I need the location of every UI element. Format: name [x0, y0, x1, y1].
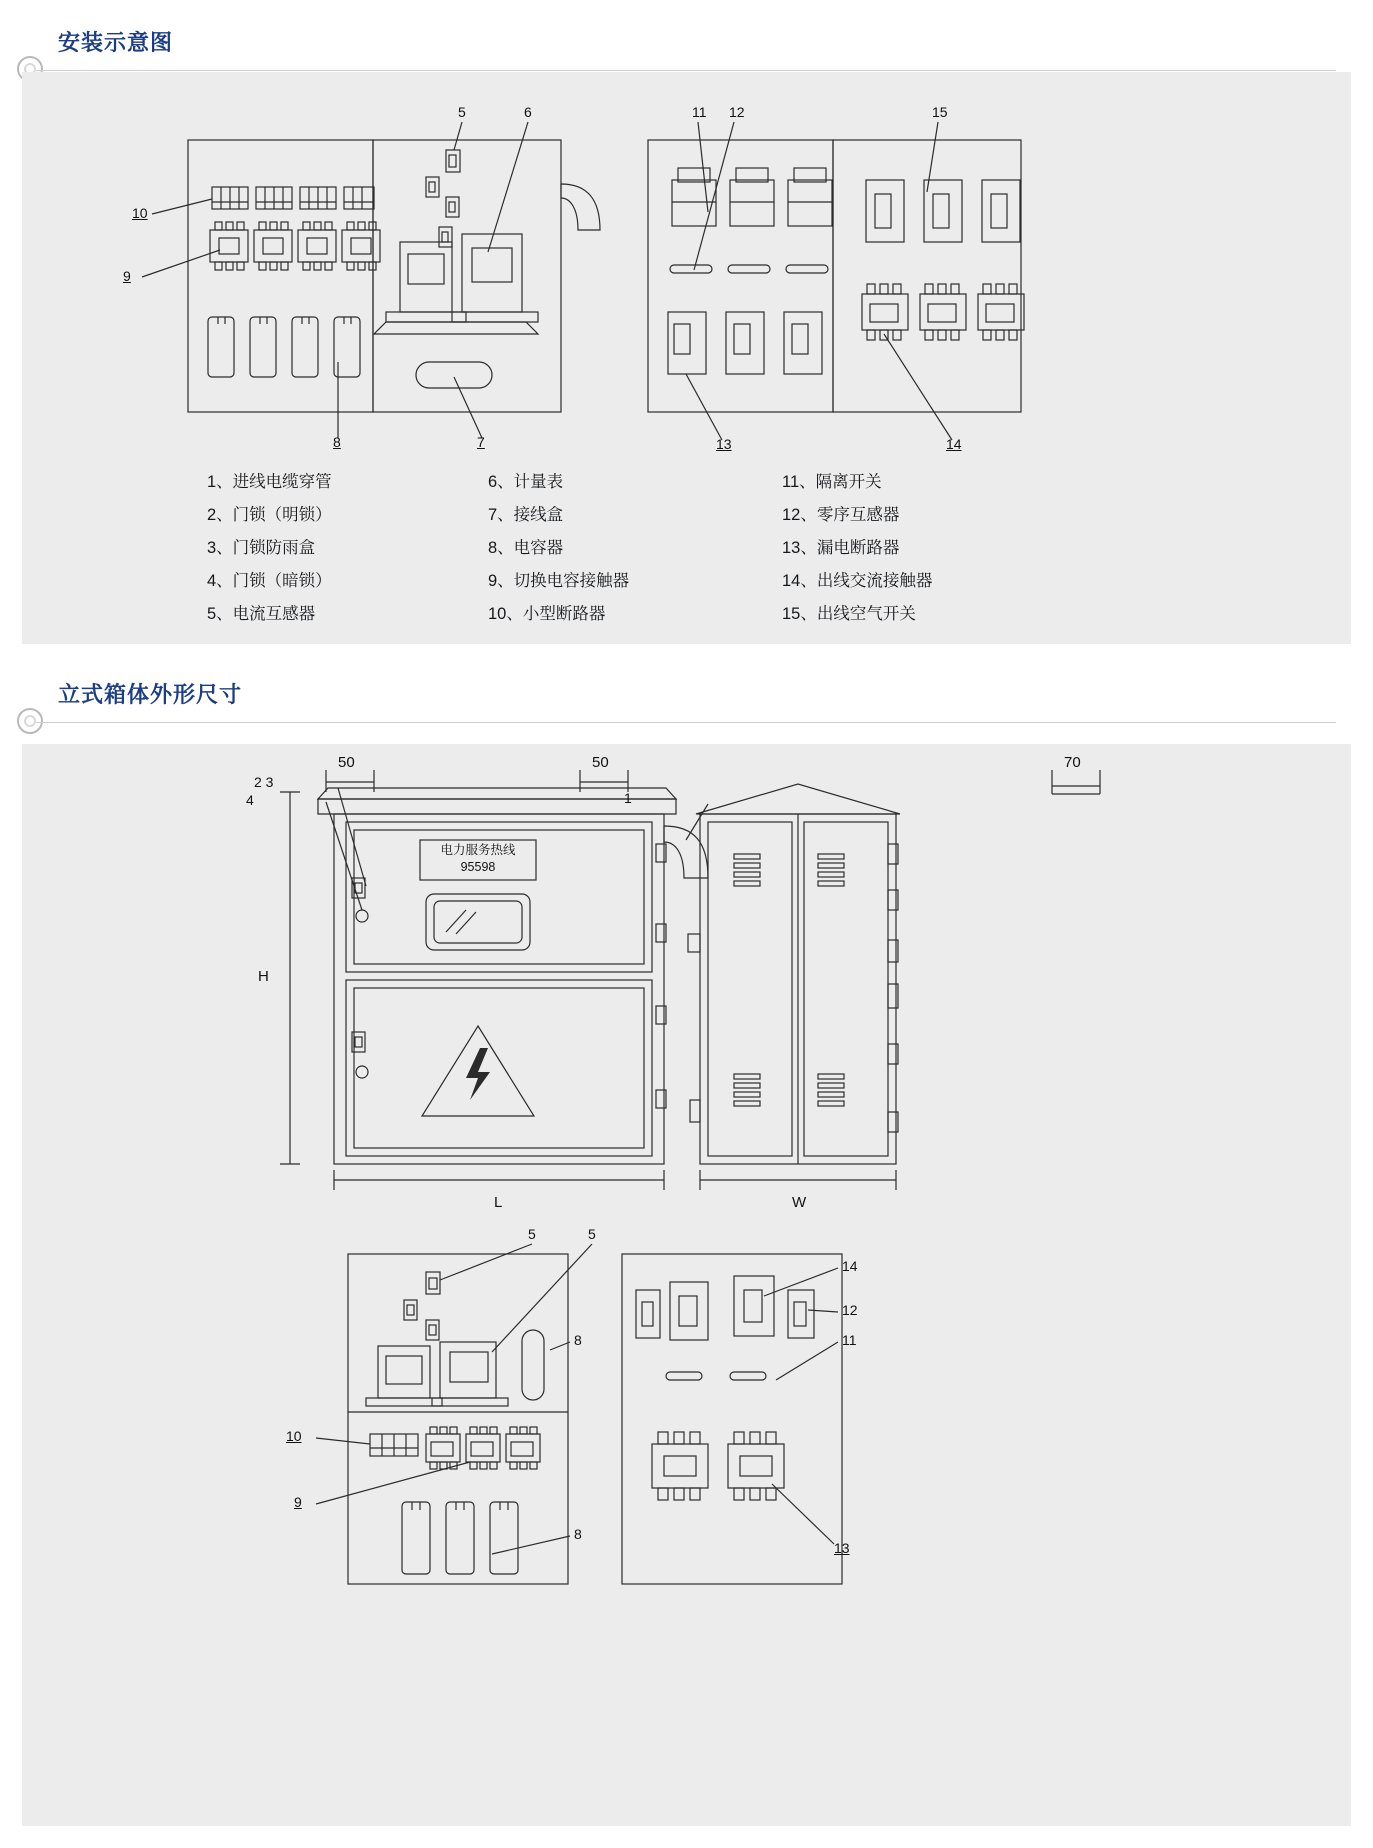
legend-item: 8、电容器 [488, 539, 564, 557]
section-title-dimension: 立式箱体外形尺寸 [58, 682, 243, 707]
callout-12-bottom: 12 [842, 1302, 858, 1318]
legend-item: 11、隔离开关 [782, 473, 882, 491]
section-divider [36, 722, 1336, 723]
callout-9: 9 [123, 268, 131, 284]
legend-column-2 [488, 466, 629, 631]
hotline-plate-text [420, 842, 536, 876]
hotline-number: 95598 [460, 860, 496, 874]
callout-15: 15 [932, 104, 948, 120]
callout-10: 10 [132, 205, 148, 221]
callout-2-3: 2 3 [254, 774, 274, 790]
callout-9-bottom: 9 [294, 1494, 302, 1510]
dim-top-left-50: 50 [338, 754, 355, 771]
callout-8-bottom: 8 [574, 1526, 582, 1542]
section-divider [36, 70, 1336, 71]
legend-item: 2、门锁（明锁） [207, 506, 332, 524]
legend-item: 13、漏电断路器 [782, 539, 900, 557]
legend-item: 6、计量表 [488, 473, 564, 491]
callout-14-bottom: 14 [842, 1258, 858, 1274]
legend-item: 1、进线电缆穿管 [207, 473, 332, 491]
dimension-diagram-svg [22, 744, 1351, 1826]
legend-item: 3、门锁防雨盒 [207, 539, 316, 557]
section-ring-icon [17, 708, 43, 734]
dimension-diagram-panel [22, 744, 1351, 1826]
callout-8: 8 [333, 434, 341, 450]
section-header-dimension [0, 678, 1373, 724]
dim-length-L: L [494, 1194, 503, 1211]
legend-item: 12、零序互感器 [782, 506, 900, 524]
legend-item: 10、小型断路器 [488, 605, 606, 623]
legend-item: 5、电流互感器 [207, 605, 316, 623]
callout-13-bottom: 13 [834, 1540, 850, 1556]
hotline-label: 电力服务热线 [440, 843, 516, 857]
section-header-install [0, 26, 1373, 72]
callout-13: 13 [716, 436, 732, 452]
callout-1: 1 [624, 790, 632, 806]
dim-height-H: H [258, 968, 269, 985]
callout-14: 14 [946, 436, 962, 452]
callout-4: 4 [246, 792, 254, 808]
callout-5-a: 5 [528, 1226, 536, 1242]
callout-5-b: 5 [588, 1226, 596, 1242]
callout-8-top: 8 [574, 1332, 582, 1348]
callout-10-bottom: 10 [286, 1428, 302, 1444]
dim-width-W: W [792, 1194, 807, 1211]
legend-item: 4、门锁（暗锁） [207, 572, 332, 590]
callout-12: 12 [729, 104, 745, 120]
install-diagram-panel [22, 72, 1351, 644]
callout-5: 5 [458, 104, 466, 120]
legend-item: 15、出线空气开关 [782, 605, 916, 623]
legend-column-3 [782, 466, 932, 631]
legend-column-1 [207, 466, 332, 631]
callout-7: 7 [477, 434, 485, 450]
legend-item: 9、切换电容接触器 [488, 572, 630, 590]
callout-11: 11 [692, 104, 707, 120]
section-title-install: 安装示意图 [58, 30, 174, 55]
legend-item: 7、接线盒 [488, 506, 564, 524]
legend-item: 14、出线交流接触器 [782, 572, 933, 590]
dim-top-right-50: 50 [592, 754, 609, 771]
callout-11-bottom: 11 [842, 1332, 857, 1348]
dim-depth-70: 70 [1064, 754, 1081, 771]
callout-6: 6 [524, 104, 532, 120]
